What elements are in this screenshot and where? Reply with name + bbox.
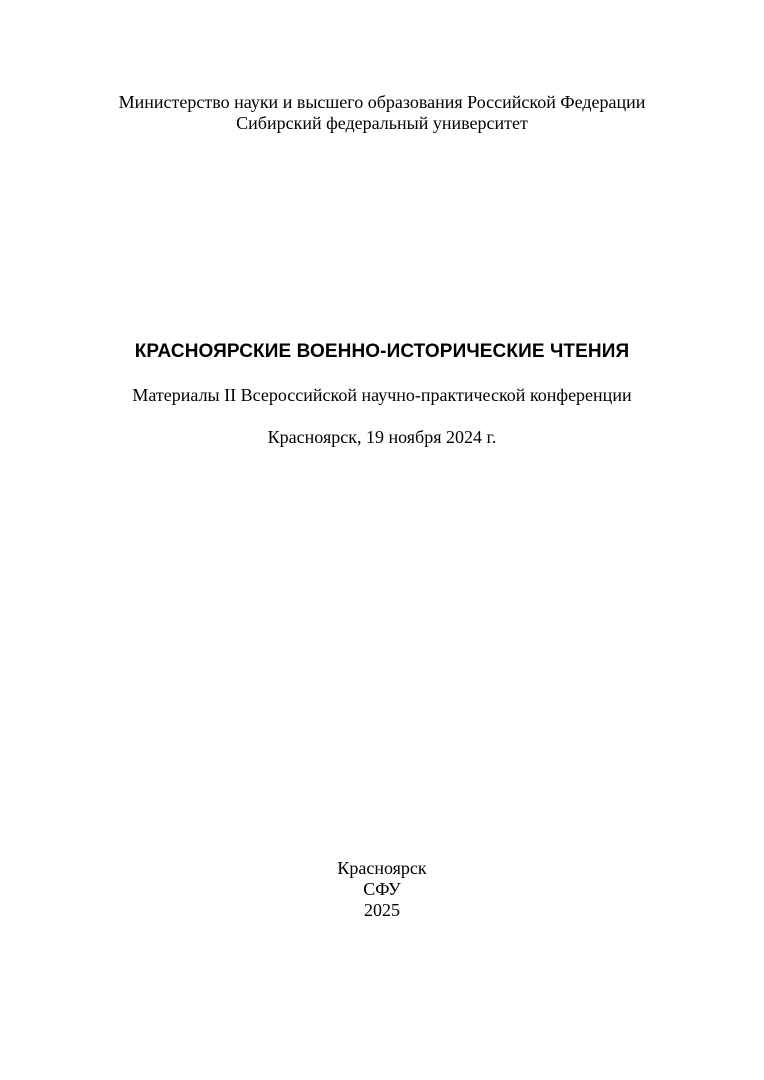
document-subtitle: Материалы II Всероссийской научно-практической конференции xyxy=(132,385,632,405)
imprint-city: Красноярск xyxy=(337,858,427,878)
ministry-line: Министерство науки и высшего образования Российской Федерации xyxy=(118,92,646,112)
imprint-publisher: СФУ xyxy=(363,879,401,899)
university-line: Сибирский федеральный университет xyxy=(236,113,528,133)
imprint-block xyxy=(0,858,764,921)
document-title: КРАСНОЯРСКИЕ ВОЕННО-ИСТОРИЧЕСКИЕ ЧТЕНИЯ xyxy=(134,341,630,362)
conference-place-date: Красноярск, 19 ноября 2024 г. xyxy=(267,427,497,447)
publisher-header xyxy=(0,92,764,134)
imprint-year: 2025 xyxy=(364,900,400,920)
